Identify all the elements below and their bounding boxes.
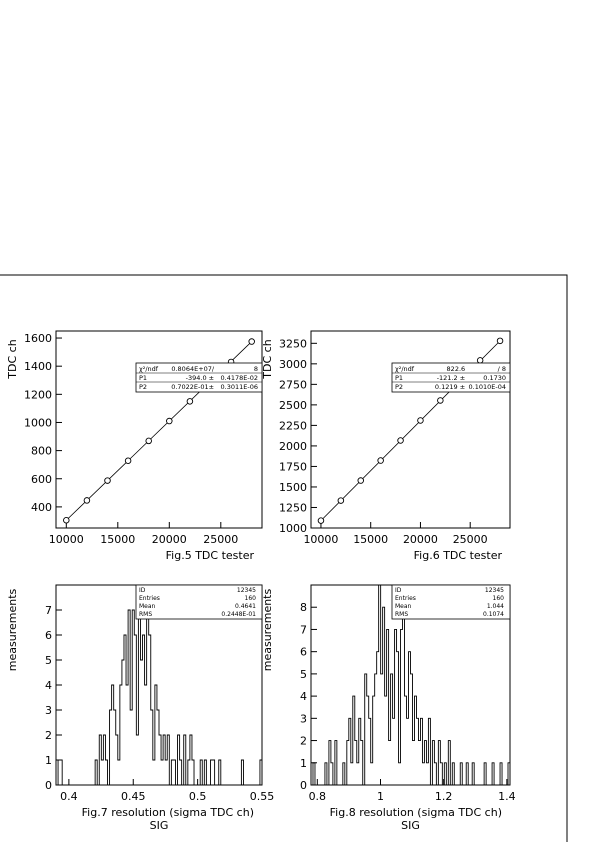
data-point — [187, 399, 193, 405]
y-tick-label: 1000 — [24, 416, 52, 430]
data-point — [378, 458, 384, 464]
x-tick-label: 0.45 — [121, 790, 146, 803]
y-tick-label: 2500 — [279, 398, 307, 412]
y-tick-label: 1750 — [279, 460, 307, 474]
y-tick-label: 7 — [45, 604, 52, 617]
y-tick-label: 2 — [300, 734, 307, 748]
stats-label: P1 — [139, 374, 148, 382]
stats-label: Entries — [139, 595, 160, 602]
data-point — [64, 517, 70, 523]
x-tick-label: 20000 — [151, 533, 187, 546]
stats-value: 0.2448E-01 — [221, 611, 256, 618]
x-tick-label: 10000 — [303, 533, 339, 546]
x-tick-label: 20000 — [402, 533, 438, 546]
data-point — [146, 438, 152, 444]
y-tick-label: 7 — [300, 623, 307, 637]
y-tick-label: 2000 — [279, 439, 307, 453]
y-axis-label: measurements — [6, 588, 19, 672]
y-tick-label: 2250 — [279, 419, 307, 433]
x-tick-label: 15000 — [100, 533, 136, 546]
x-tick-label: 0.5 — [188, 790, 207, 803]
y-tick-label: 1 — [45, 754, 52, 767]
stats-label: P1 — [395, 374, 404, 382]
data-point — [125, 458, 131, 464]
y-tick-label: 8 — [300, 601, 307, 615]
stats-label: P2 — [139, 383, 148, 391]
y-tick-label: 6 — [45, 629, 52, 642]
y-tick-label: 1400 — [24, 360, 52, 374]
stats-value: 0.8064E+07/ — [171, 365, 215, 373]
stats-error: / 8 — [497, 365, 506, 373]
stats-label: ID — [139, 587, 146, 594]
y-tick-label: 3000 — [279, 357, 307, 371]
y-tick-label: 1250 — [279, 501, 307, 515]
stats-value: 1.044 — [486, 603, 504, 610]
data-point — [249, 339, 255, 345]
data-point — [398, 438, 404, 444]
y-tick-label: 4 — [45, 679, 52, 692]
y-tick-label: 3250 — [279, 337, 307, 351]
y-tick-label: 1000 — [279, 522, 307, 535]
data-point — [318, 518, 324, 524]
y-tick-label: 1 — [300, 756, 307, 770]
y-tick-label: 4 — [300, 690, 307, 704]
stats-value: 0.7022E-01± — [171, 383, 215, 391]
x-tick-label: 0.55 — [249, 790, 275, 803]
stats-value: 0.4641 — [235, 603, 256, 610]
stats-error: 0.4178E-02 — [220, 374, 258, 382]
y-axis-label: TDC ch — [261, 339, 274, 379]
data-point — [358, 478, 364, 484]
y-tick-label: 2750 — [279, 378, 307, 392]
x-axis-label: SIG — [149, 819, 169, 832]
x-tick-label: 1.2 — [434, 790, 453, 803]
y-tick-label: 1200 — [24, 388, 52, 402]
stats-value: 822.6 — [446, 365, 466, 373]
data-point — [338, 498, 344, 504]
figure-caption: Fig.7 resolution (sigma TDC ch) — [81, 806, 254, 819]
x-tick-label: 25000 — [452, 533, 488, 546]
data-point — [477, 358, 483, 364]
stats-value: 0.1219 ± — [434, 383, 466, 391]
stats-label: χ²/ndf — [395, 365, 415, 373]
y-tick-label: 2 — [45, 729, 52, 742]
data-point — [497, 338, 503, 344]
stats-error: 0.1010E-04 — [468, 383, 506, 391]
stats-label: ID — [395, 587, 402, 594]
x-tick-label: 10000 — [48, 533, 84, 546]
stats-label: RMS — [395, 611, 409, 618]
data-point — [105, 478, 111, 484]
figure-caption: Fig.8 resolution (sigma TDC ch) — [329, 806, 502, 819]
figure-caption: Fig.6 TDC tester — [413, 549, 502, 562]
data-point — [84, 498, 90, 504]
stats-error: 8 — [253, 365, 258, 373]
stats-value: -394.0 ± — [185, 374, 215, 382]
figure-caption: Fig.5 TDC tester — [165, 549, 254, 562]
stats-label: P2 — [395, 383, 404, 391]
data-point — [438, 398, 444, 404]
stats-value: 12345 — [484, 587, 504, 594]
stats-value: 12345 — [236, 587, 256, 594]
y-tick-label: 5 — [300, 667, 307, 681]
stats-label: RMS — [139, 611, 153, 618]
stats-error: 0.1730 — [483, 374, 506, 382]
stats-label: χ²/ndf — [139, 365, 159, 373]
stats-value: 160 — [492, 595, 504, 602]
stats-label: Mean — [139, 603, 156, 610]
stats-value: 160 — [244, 595, 256, 602]
x-tick-label: 0.8 — [308, 790, 327, 803]
data-point — [167, 418, 173, 424]
x-tick-label: 15000 — [353, 533, 389, 546]
y-tick-label: 1500 — [279, 480, 307, 494]
y-tick-label: 6 — [300, 645, 307, 659]
stats-error: 0.3011E-06 — [220, 383, 258, 391]
stats-value: 0.1074 — [483, 611, 504, 618]
y-tick-label: 0 — [45, 779, 52, 792]
y-axis-label: TDC ch — [6, 339, 19, 379]
y-tick-label: 3 — [45, 704, 52, 717]
x-tick-label: 0.4 — [60, 790, 78, 803]
stats-label: Entries — [395, 595, 416, 602]
y-axis-label: measurements — [261, 588, 274, 672]
stats-label: Mean — [395, 603, 412, 610]
y-tick-label: 5 — [45, 654, 52, 667]
x-tick-label: 25000 — [203, 533, 239, 546]
y-tick-label: 800 — [31, 444, 52, 458]
y-tick-label: 0 — [300, 779, 307, 792]
y-tick-label: 400 — [31, 500, 52, 514]
x-axis-label: SIG — [401, 819, 420, 832]
x-tick-label: 1 — [376, 790, 384, 803]
data-point — [418, 418, 424, 424]
x-tick-label: 1.4 — [498, 790, 516, 803]
y-tick-label: 1600 — [24, 332, 52, 346]
y-tick-label: 3 — [300, 712, 307, 726]
y-tick-label: 600 — [31, 472, 52, 486]
stats-value: -121.2 ± — [436, 374, 466, 382]
